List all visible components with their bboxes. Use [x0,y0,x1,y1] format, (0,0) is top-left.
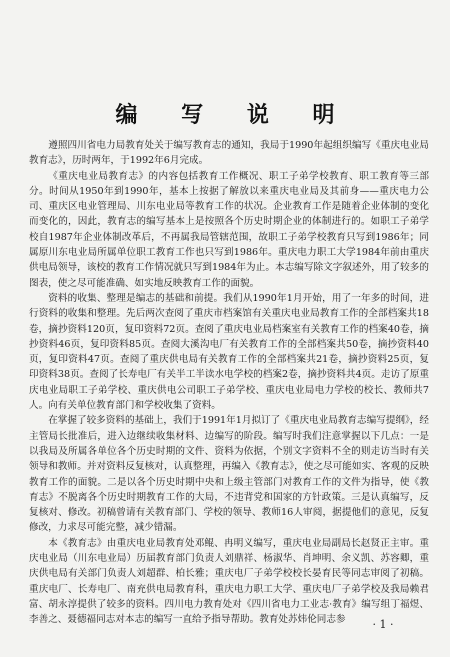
paragraph: 在掌握了较多资料的基础上，我们于1991年1月拟订了《重庆电业局教育志编写提纲》，经主管局长批准后，进入边继续收集材料、边编写的阶段。编写时我们注意掌握以下几点：一是以我局及所属各单位各个历史时期的文件、资料为依据，个别文字资料不全的则走访当时有关领导和教师。并对资料反复核对，认真整理，再编入《教育志》，使之尽可能如实、客观的反映教育工作的面貌。二是以各个历史时期中央和上级主管部门对教育工作的文件为指导，使《教育志》不脱离各个历史时期教育工作的大局，不违背党和国家的方针政策。三是认真编写，反复核对、修改。初稿曾请有关教育部门、学校的领导、教师16人审阅，据提他们的意见，反复修改，力求尽可能完整，减少错漏。 [29,415,429,534]
paragraph: 遵照四川省电力局教育处关于编写教育志的通知，我局于1990年起组织编写《重庆电业局教育志》，历时两年，于1992年6月完成。 [29,140,429,167]
paragraph: 《重庆电业局教育志》的内容包括教育工作概况、职工子弟学校教育、职工教育等三部分。时间从1950年到1990年，基本上按据了解放以来重庆电业局及其前身——重庆电力公司、重庆区电业管理局、川东电业局等教育工作的状况。企业教育工作是随着企业体制的变化而变化的，因此，教育志的编写基本上是按照各个历史时期企业的体制进行的。如职工子弟学校自1987年企业体制改革后，不再属我局管辖范围，故职工子弟学校教育只写到1986年；同属原川东电业局所属单位职工教育工作也只写到1986年。重庆电力职工大学1984年前由重庆供电局领导，该校的教育工作情况就只写到1984年为止。本志编写除文字叙述外，用了较多的图表，使之尽可能准确、如实地反映教育工作的面貌。 [29,170,429,289]
document-body [29,138,429,628]
page-number: · 1 · [372,618,394,631]
paragraph: 本《教育志》由重庆电业局教育处邓鲲、冉明义编写，重庆电业局副局长赵贤正主审。重庆电业局（川东电业局）历届教育部门负责人刘鼎祥、杨淑华、肖坤明、余义凯、苏容卿，重庆供电局有关部门负责人刘超群、柏长雅；重庆电厂子弟学校校长晏育民等同志审阅了初稿。重庆电厂、长寿电厂、南充供电局教育科，重庆电力职工大学、重庆电厂子弟学校及我局赖君富、胡永淳提供了较多的资料。四川电力教育处对《四川省电力工业志·教育》编写组丁福煜、李善之、聂德福同志对本志的编写一直给予指导帮助。教育处苏炜伦同志参 [29,537,429,626]
paragraph: 资料的收集、整理是编志的基础和前提。我们从1990年1月开始，用了一年多的时间，进行资料的收集和整理。先后两次查阅了重庆市档案馆有关重庆电业局教育工作的全部档案共18卷，摘抄资料120页，复印资料72页。查阅了重庆电业局档案室有关教育工作的档案40卷，摘抄资料46页，复印资料85页。查阅大溪沟电厂有关教育工作的全部档案共50卷，摘抄资料40页，复印资料47页。查阅了重庆供电局有关教育工作的全部档案共21卷，摘抄资料25页，复印资料38页。查阅了长寿电厂有关半工半读水电学校的档案2卷，摘抄资料共4页。走访了原重庆电业局职工子弟学校、重庆供电公司职工子弟学校、重庆电业局电力学校的校长、教师共7人。向有关单位教育部门和学校收集了资料。 [29,292,429,412]
page-title: 编 写 说 明 [115,102,353,128]
